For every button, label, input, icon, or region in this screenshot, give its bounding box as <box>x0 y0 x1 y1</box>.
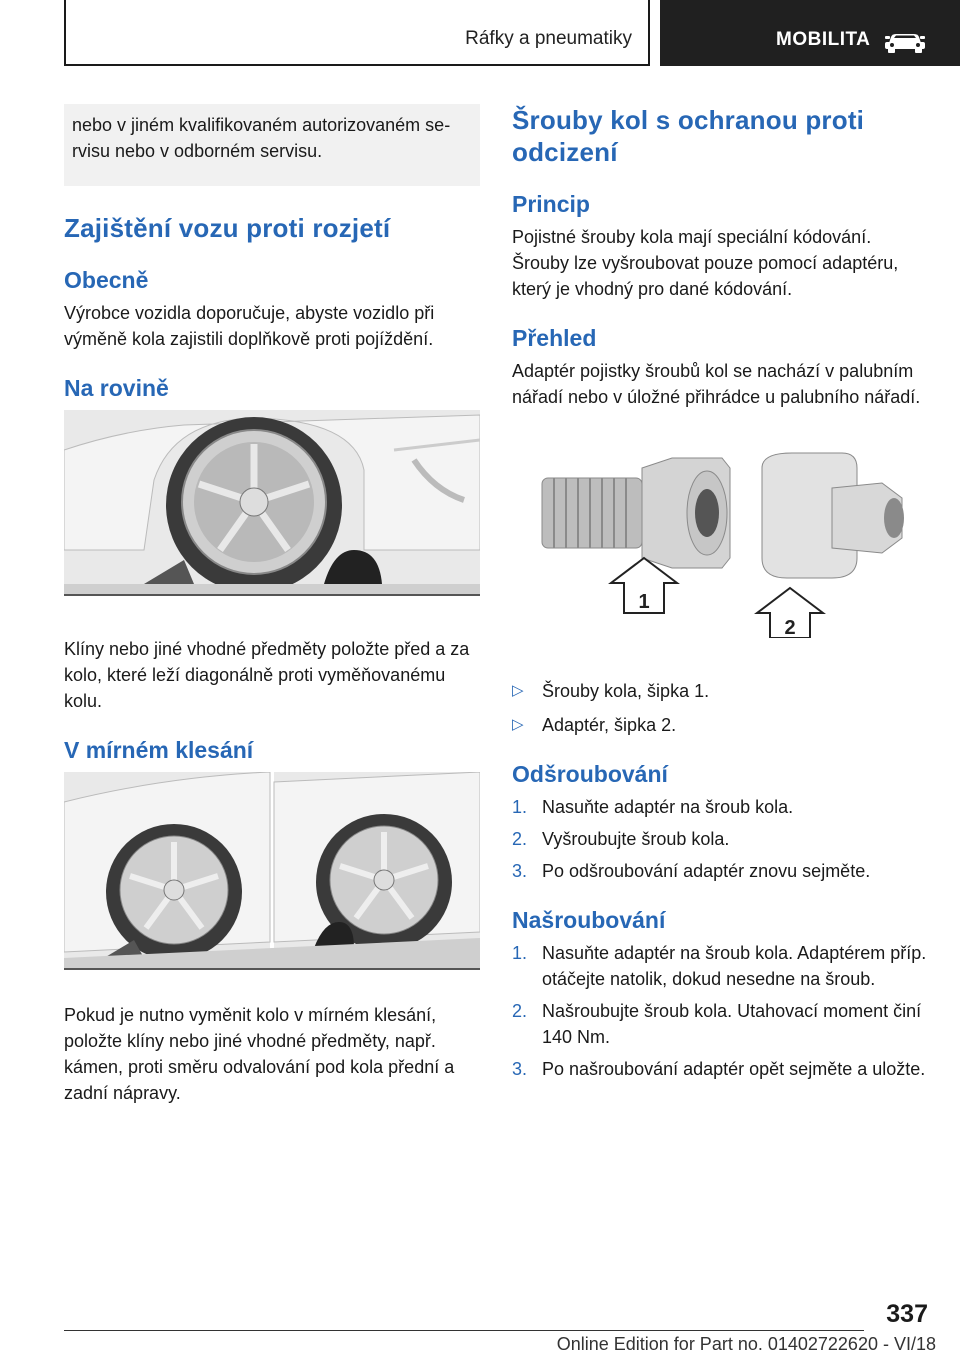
subheading-slope: V mírném klesání <box>64 737 254 763</box>
step-item: 3. Po odšroubování adaptér znovu sejměte. <box>512 861 871 881</box>
figure-label-2: 2 <box>784 617 796 638</box>
paragraph-slope: Pokud je nutno vyměnit kolo v mírném klesání, položte klíny nebo jiné vhodné předměty, např. kámen, proti směru odvalování pod kola přední a zadní nápravy. <box>64 1005 455 1103</box>
left-column <box>64 104 480 1106</box>
continuation-note-text: nebo v jiném kvalifikovaném autorizovaném servisu nebo v odborném servisu. <box>72 115 451 161</box>
step-item: 1. Nasuňte adaptér na šroub kola. <box>512 797 794 817</box>
unscrewing-steps <box>512 794 928 884</box>
header-section-title: Ráfky a pneumatiky <box>465 28 632 49</box>
page-number: 337 <box>886 1300 928 1328</box>
section-title-anti-theft-bolts: Šrouby kol s ochranou proti odcizení <box>512 105 865 167</box>
section-title-vehicle-securing: Zajištění vozu proti rozjetí <box>64 213 391 243</box>
car-icon <box>882 30 928 54</box>
bullet-triangle-icon: ▷ <box>512 682 524 699</box>
illustration-bolt-and-adapter <box>512 438 928 638</box>
illustration-wheel-chocks-slope <box>64 772 480 970</box>
legend-item: ▷ Adaptér, šipka 2. <box>512 712 928 738</box>
header-chapter-tab <box>660 0 960 66</box>
step-item: 2. Našroubujte šroub kola. Utahovací moment činí 140 Nm. <box>512 1001 922 1047</box>
subheading-screwing: Našroubování <box>512 907 666 933</box>
step-item: 2. Vyšroubujte šroub kola. <box>512 829 730 849</box>
subheading-principle: Princip <box>512 191 590 217</box>
paragraph-overview: Adaptér pojistky šroubů kol se nachází v palubním nářadí nebo v úložné přihrádce u palubního nářadí. <box>512 361 921 407</box>
legend-list <box>512 678 928 738</box>
right-column <box>512 104 928 1088</box>
subheading-unscrewing: Odšroubování <box>512 761 668 787</box>
paragraph-general: Výrobce vozidla doporučuje, abyste vozidlo při výměně kola zajistili doplňkově proti pojíždění. <box>64 303 435 349</box>
paragraph-principle: Pojistné šrouby kola mají speciální kódování. Šrouby lze vyšroubovat pouze pomocí adaptéru, který je vhodný pro dané kódování. <box>512 227 899 299</box>
footer-divider <box>64 1330 864 1331</box>
figure-label-1: 1 <box>638 591 650 613</box>
subheading-flat: Na rovině <box>64 375 169 401</box>
screwing-steps <box>512 940 928 1082</box>
step-item: 3. Po našroubování adaptér opět sejměte a uložte. <box>512 1059 926 1079</box>
illustration-wheel-chocks-flat <box>64 410 480 596</box>
footer-edition-text: Online Edition for Part no. 01402722620 - VI/18 <box>556 1334 936 1354</box>
subheading-general: Obecně <box>64 267 149 293</box>
header-section-box <box>64 0 650 66</box>
subheading-overview: Přehled <box>512 325 597 351</box>
bullet-triangle-icon: ▷ <box>512 716 524 733</box>
paragraph-flat: Klíny nebo jiné vhodné předměty položte před a za kolo, které leží diagonálně proti vyměňovanému kolu. <box>64 639 470 711</box>
legend-item: ▷ Šrouby kola, šipka 1. <box>512 678 928 704</box>
step-item: 1. Nasuňte adaptér na šroub kola. Adaptérem příp. otáčejte natolik, dokud nesedne na šroub. <box>512 943 927 989</box>
continuation-note <box>64 104 480 186</box>
header-chapter-title: MOBILITA <box>776 29 871 50</box>
